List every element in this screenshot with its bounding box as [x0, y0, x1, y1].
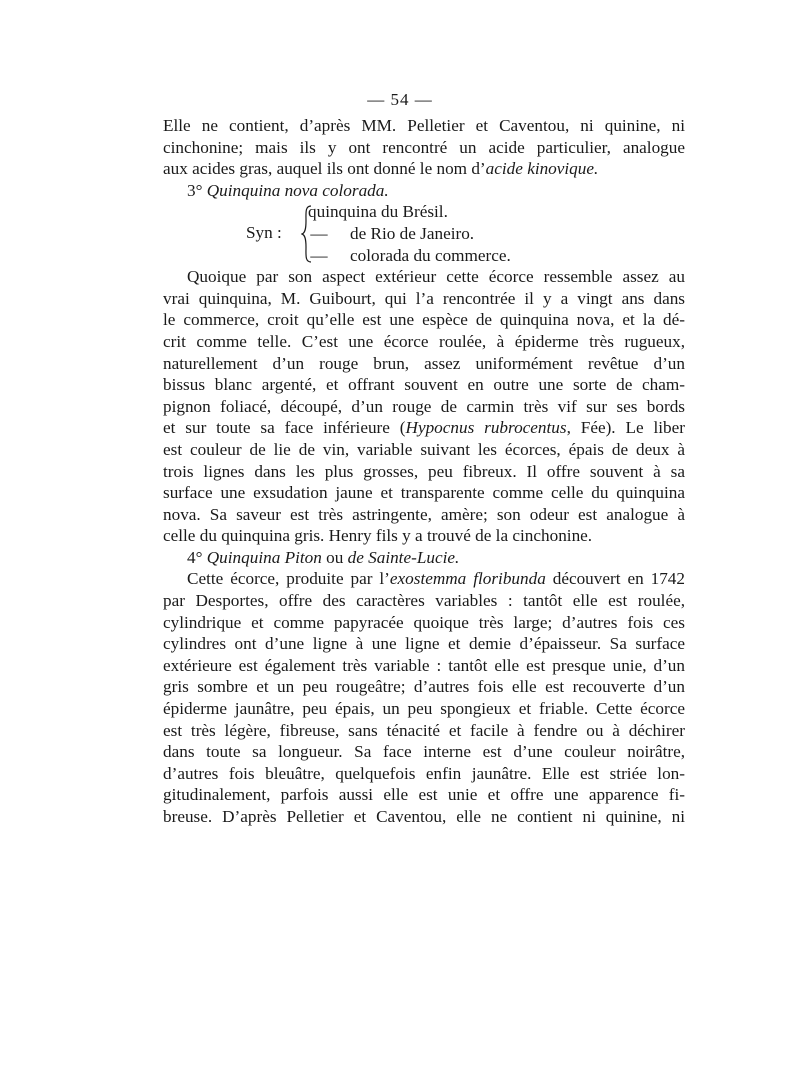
synonym-block — [163, 201, 685, 266]
section-number: 4° — [187, 547, 203, 567]
text-line: cylindres ont d’une ligne à une ligne et demie d’épaisseur. Sa surface — [163, 634, 685, 654]
text-run: aux acides gras, auquel ils ont donné le nom d’ — [163, 159, 486, 179]
text-line: cylindrique et comme papyracée quoique très large; d’autres fois ces — [163, 612, 685, 632]
text-line: le commerce, croit qu’elle est une espèce de quinquina nova, et la dé- — [163, 310, 685, 330]
text-line: par Desportes, offre des caractères variables : tantôt elle est roulée, — [163, 591, 685, 611]
text-line: épiderme jaunâtre, peu épais, un peu spongieux et friable. Cette écorce — [163, 699, 685, 719]
synonym-text: quinquina du Brésil. — [308, 202, 448, 222]
body-text — [163, 115, 685, 828]
italic-term: exostemma floribunda — [389, 569, 546, 589]
section-number: 3° — [187, 180, 203, 200]
section-title: Quinquina Piton — [206, 547, 322, 567]
text-line: est couleur de lie de vin, variable suivant les écorces, épais de deux à — [163, 439, 685, 459]
text-run: découvert en 1742 — [545, 569, 685, 589]
ditto-dash: — — [310, 245, 328, 265]
text-line: est très légère, fibreuse, sans ténacité et facile à fendre ou à déchirer — [163, 720, 685, 740]
text-line: breuse. D’après Pelletier et Caventou, elle ne contient ni quinine, ni — [163, 807, 685, 827]
text-line: crit comme telle. C’est une écorce roulée, à épiderme très rugueux, — [163, 331, 685, 351]
text-line: Elle ne contient, d’après MM. Pelletier et Caventou, ni quinine, ni — [163, 116, 685, 135]
section-title: Quinquina nova colorada. — [206, 180, 389, 200]
text-line: cinchonine; mais ils y ont rencontré un acide particulier, analogue — [163, 137, 685, 157]
text-line: pignon foliacé, découpé, d’un rouge de carmin très vif sur ses bords — [163, 396, 685, 416]
synonym-item — [308, 223, 608, 245]
text-line: trois lignes dans les plus grosses, peu fibreux. Il offre souvent à sa — [163, 461, 685, 481]
text-line: gitudinalement, parfois aussi elle est unie et offre une apparence fi- — [163, 785, 685, 805]
text-run: ou — [321, 547, 348, 567]
section-title: de Sainte-Lucie. — [347, 547, 460, 567]
synonym-item — [308, 201, 608, 223]
synonym-label: Syn : — [246, 223, 282, 243]
page-number: — 54 — — [367, 90, 433, 109]
text-line: bissus blanc argenté, et offrant souvent en outre une sorte de cham- — [163, 375, 685, 395]
text-line — [163, 568, 685, 590]
text-line: extérieure est également très variable : tantôt elle est presque unie, d’un — [163, 655, 685, 675]
italic-term: Hypocnus rubrocentus — [405, 418, 567, 438]
text-line: naturellement d’un rouge brun, assez uniformément revêtue d’un — [163, 353, 685, 373]
text-line: surface une exsudation jaune et transparente comme celle du quinquina — [163, 483, 685, 503]
synonym-text: colorada du commerce. — [350, 245, 511, 265]
ditto-dash: — — [310, 223, 328, 243]
text-line: vrai quinquina, M. Guibourt, qui l’a rencontrée il y a vingt ans dans — [163, 288, 685, 308]
text-line: d’autres fois bleuâtre, quelquefois enfin jaunâtre. Elle est striée lon- — [163, 763, 685, 783]
section-heading-3 — [163, 180, 685, 202]
text-line: Quoique par son aspect extérieur cette écorce ressemble assez au — [187, 267, 685, 287]
section-heading-4 — [163, 547, 685, 569]
italic-term: acide kinovique. — [485, 159, 599, 179]
text-line: gris sombre et un peu rougeâtre; d’autres fois elle est recouverte d’un — [163, 677, 685, 697]
text-line: nova. Sa saveur est très astringente, amère; son odeur est analogue à — [163, 504, 685, 524]
text-line: celle du quinquina gris. Henry fils y a trouvé de la cinchonine. — [163, 526, 593, 546]
text-line — [163, 158, 685, 180]
text-run: et sur toute sa face inférieure ( — [163, 418, 406, 438]
synonym-text: de Rio de Janeiro. — [350, 223, 475, 243]
text-line — [163, 417, 685, 439]
text-line: dans toute sa longueur. Sa face interne est d’une couleur noirâtre, — [163, 742, 685, 762]
text-run: Cette écorce, produite par l’ — [187, 569, 390, 589]
text-run: , Fée). Le liber — [566, 418, 685, 438]
synonym-item — [308, 245, 608, 267]
synonym-list — [308, 201, 608, 266]
